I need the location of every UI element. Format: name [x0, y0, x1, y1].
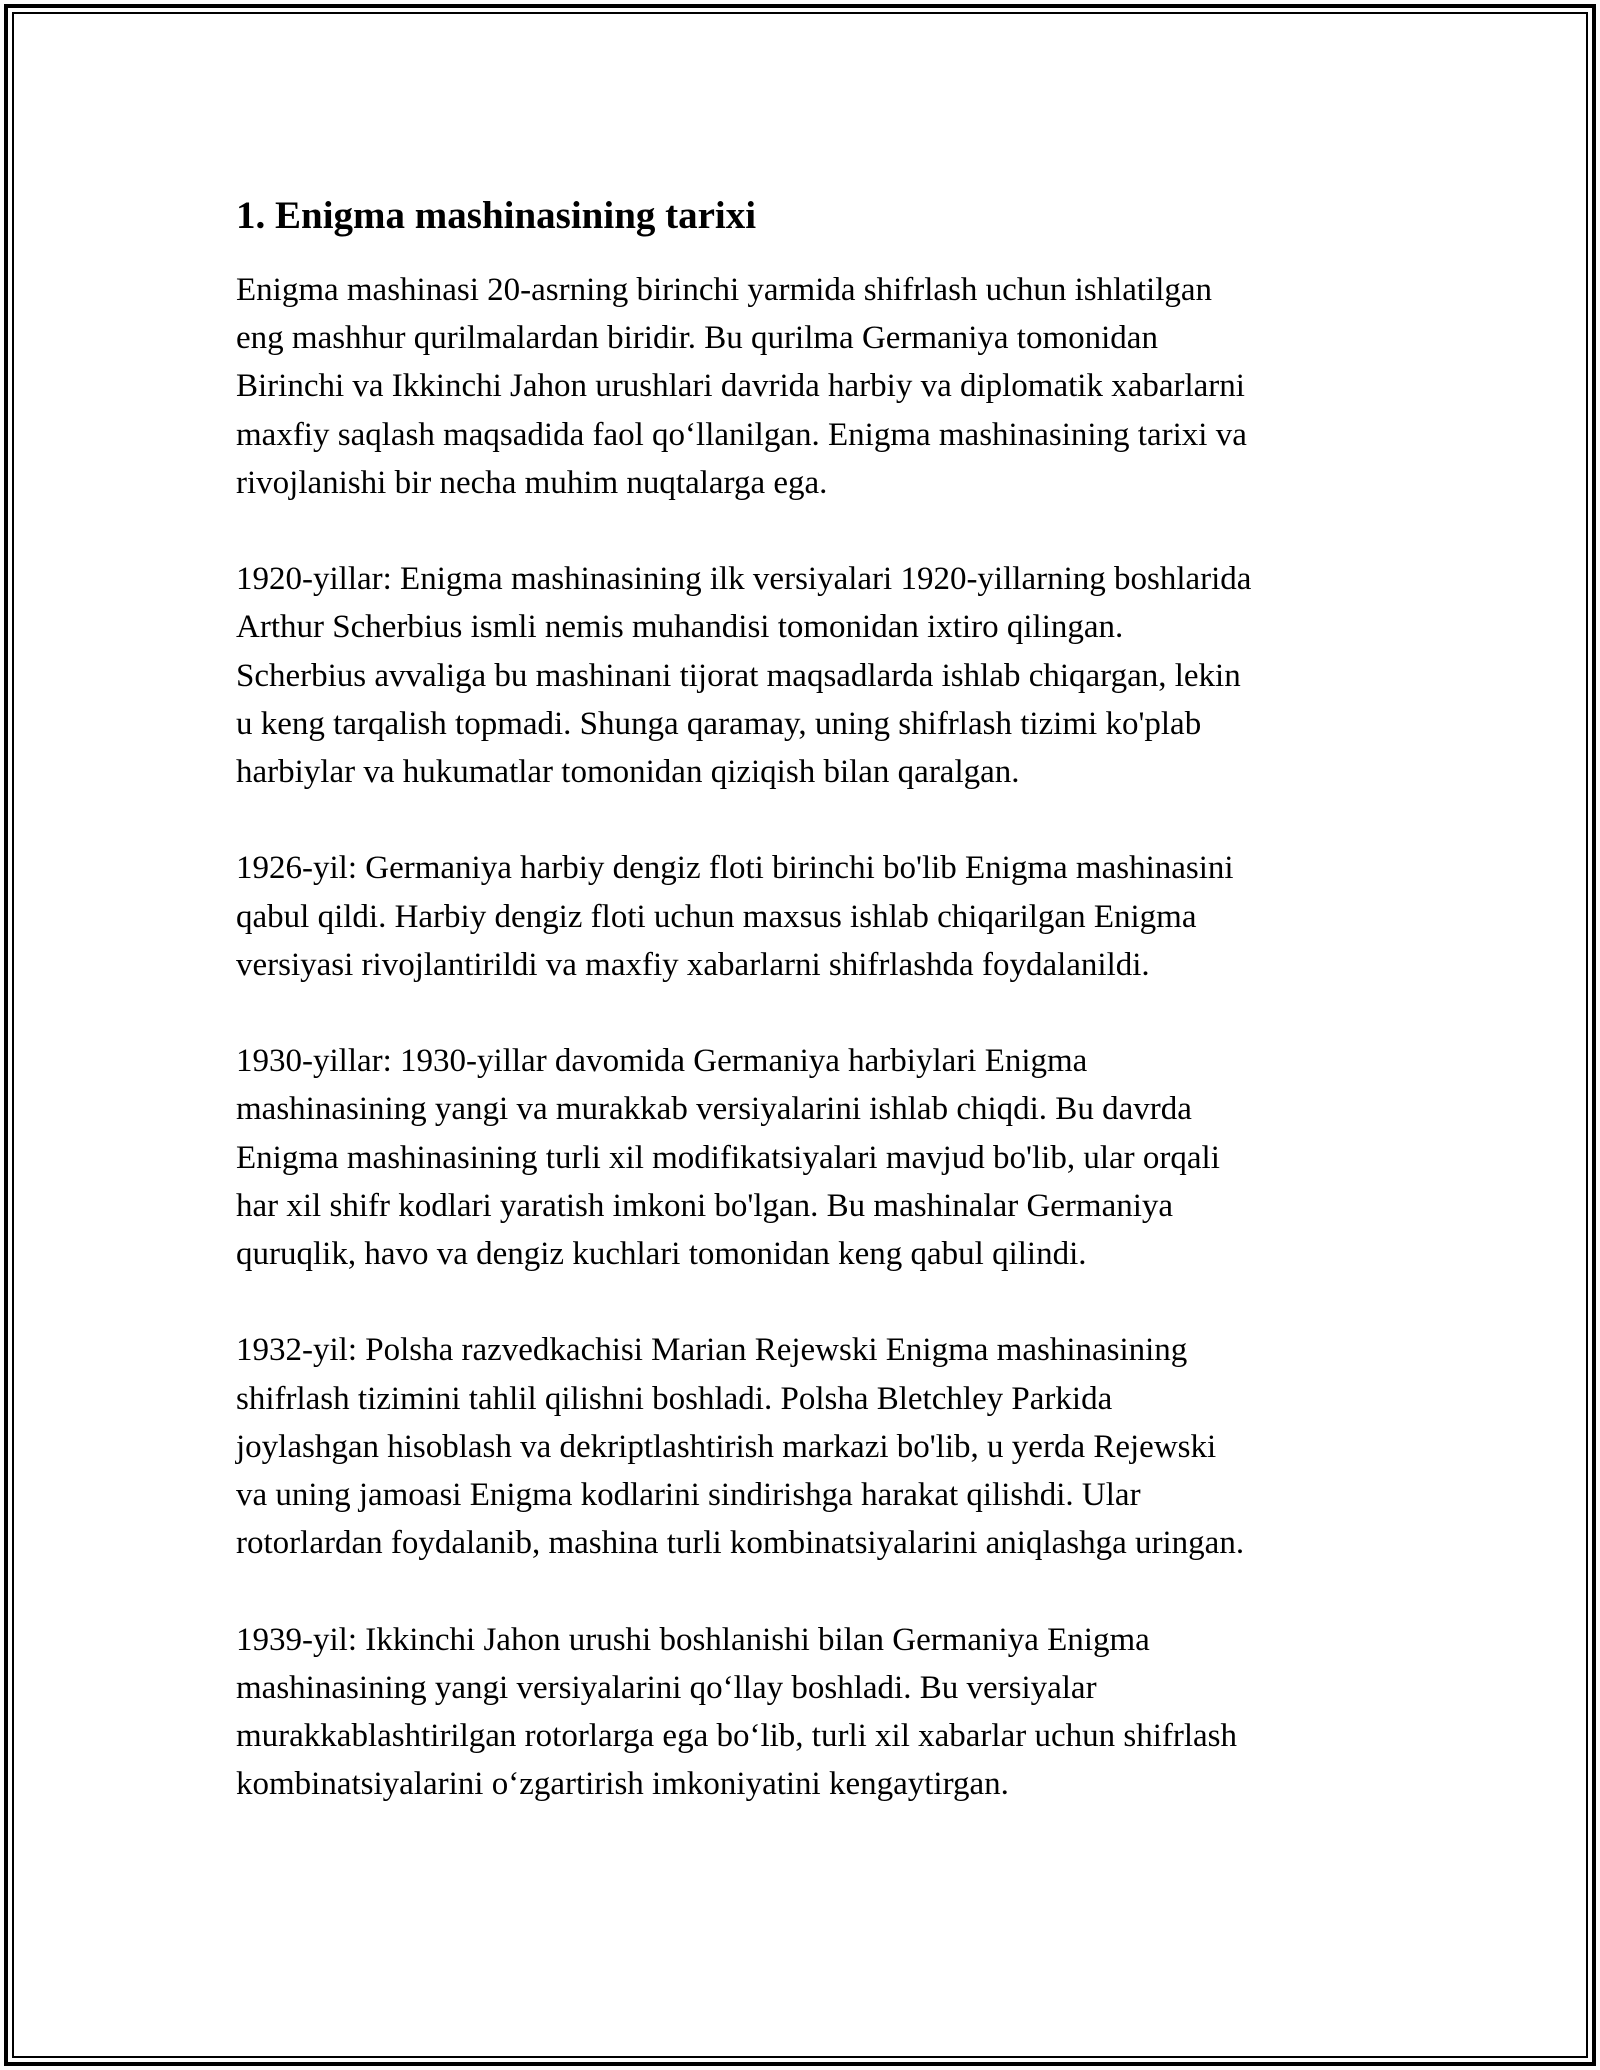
paragraph-1939: 1939-yil: Ikkinchi Jahon urushi boshlanishi bilan Germaniya Enigma mashinasining yangi versiyalarini qo‘llay boshladi. Bu versiyalar murakkablashtirilgan rotorlarga ega bo‘lib, turli xil xabarlar uchun shifrlash kombinatsiyalarini o‘zgartirish imkoniyatini kengaytirgan.	[236, 1621, 1238, 1803]
paragraph-1932: 1932-yil: Polsha razvedkachisi Marian Rejewski Enigma mashinasining shifrlash tizimini tahlil qilishni boshladi. Polsha Bletchley Parkida joylashgan hisoblash va dekriptlashtirish markazi bo'lib, u yerda Rejewski va uning jamoasi Enigma kodlarini sindirishga harakat qilishdi. Ular rotorlardan foydalanib, mashina turli kombinatsiyalarini aniqlashga uringan.	[236, 1332, 1245, 1562]
section-title: 1. Enigma mashinasining tarixi	[236, 194, 757, 237]
paragraph-1920s: 1920-yillar: Enigma mashinasining ilk versiyalari 1920-yillarning boshlarida Arthur Scherbius ismli nemis muhandisi tomonidan ixtiro qilingan. Scherbius avvaliga bu mashinani tijorat maqsadlarda ishlab chiqargan, lekin u keng tarqalish topmadi. Shunga qaramay, uning shifrlash tizimi ko'plab harbiylar va hukumatlar tomonidan qiziqish bilan qaralgan.	[236, 561, 1252, 791]
paragraph-1926: 1926-yil: Germaniya harbiy dengiz floti birinchi bo'lib Enigma mashinasini qabul qildi. Harbiy dengiz floti uchun maxsus ishlab chiqarilgan Enigma versiyasi rivojlantirildi va maxfiy xabarlarni shifrlashda foydalanildi.	[236, 850, 1234, 983]
document-body	[236, 188, 1376, 1808]
paragraph-intro: Enigma mashinasi 20-asrning birinchi yarmida shifrlash uchun ishlatilgan eng mashhur qurilmalardan biridir. Bu qurilma Germaniya tomonidan Birinchi va Ikkinchi Jahon urushlari davrida harbiy va diplomatik xabarlarni maxfiy saqlash maqsadida faol qo‘llanilgan. Enigma mashinasining tarixi va rivojlanishi bir necha muhim nuqtalarga ega.	[236, 272, 1247, 501]
paragraph-1930s: 1930-yillar: 1930-yillar davomida Germaniya harbiylari Enigma mashinasining yangi va murakkab versiyalarini ishlab chiqdi. Bu davrda Enigma mashinasining turli xil modifikatsiyalari mavjud bo'lib, ular orqali har xil shifr kodlari yaratish imkoni bo'lgan. Bu mashinalar Germaniya quruqlik, havo va dengiz kuchlari tomonidan keng qabul qilindi.	[236, 1043, 1220, 1273]
